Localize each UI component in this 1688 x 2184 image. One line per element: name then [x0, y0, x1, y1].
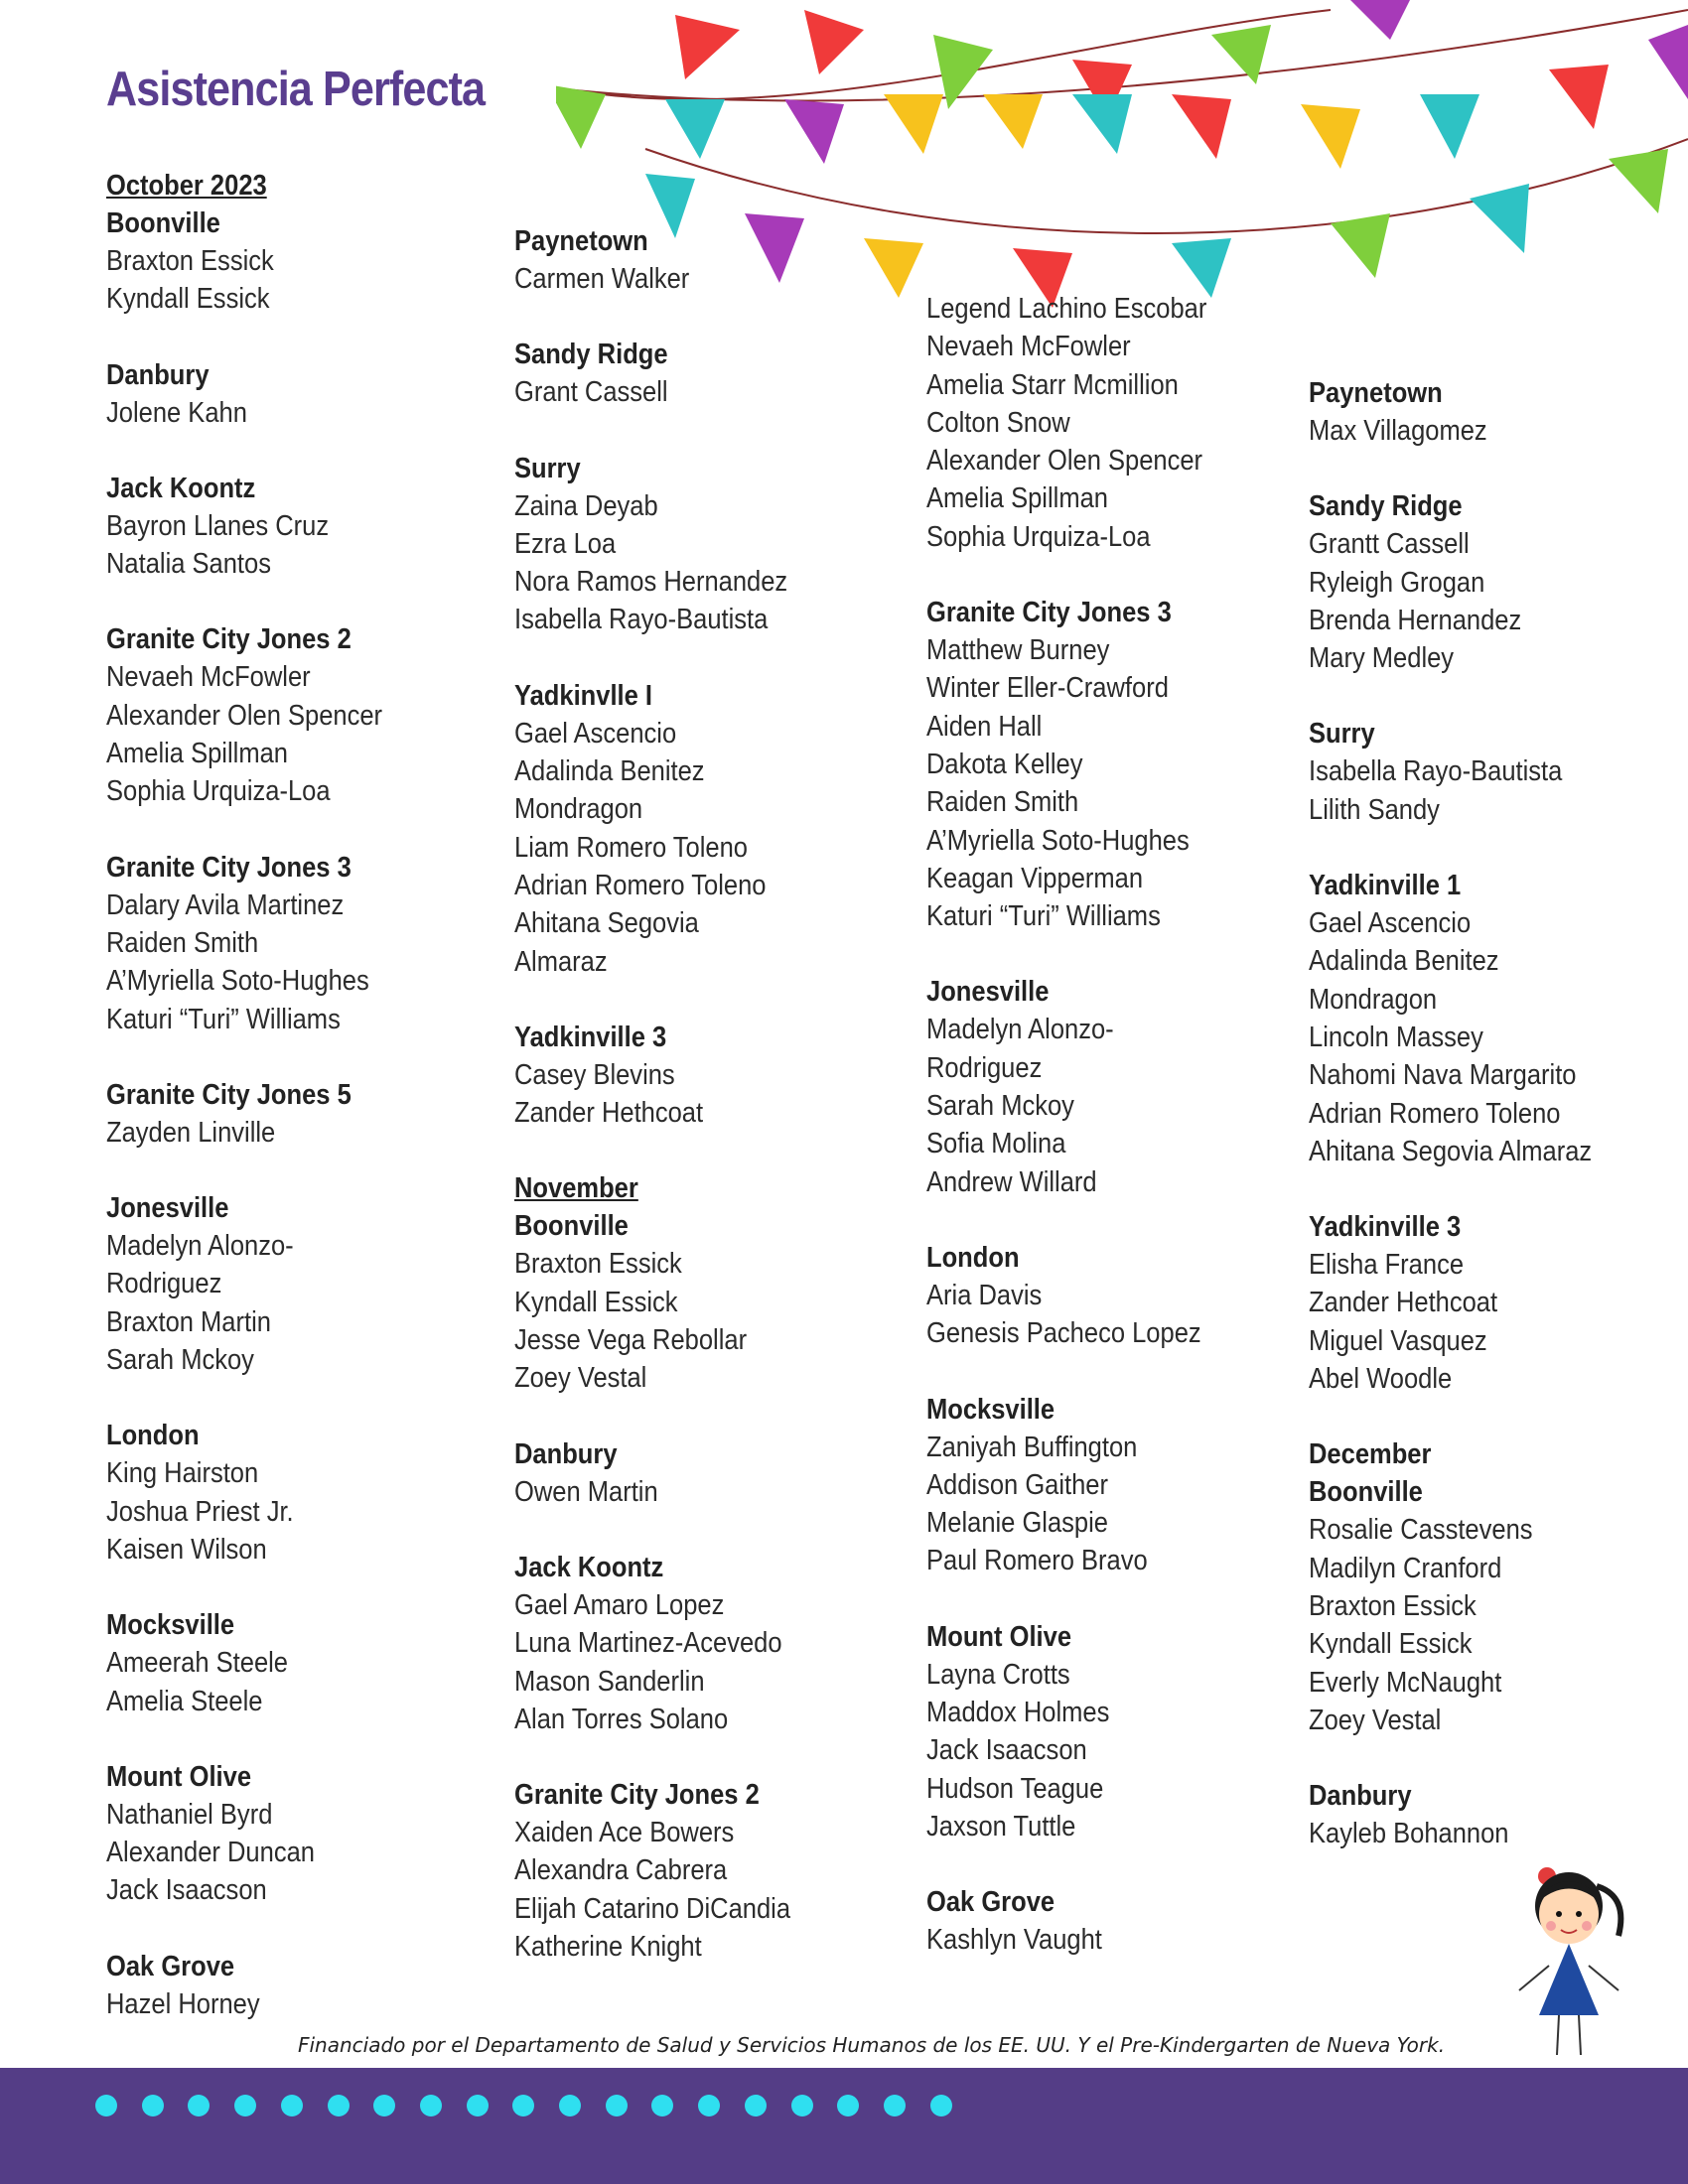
footer-dot [745, 2095, 767, 2116]
student-name: Addison Gaither [926, 1468, 1109, 1501]
student-name: Braxton Essick [1309, 1589, 1477, 1622]
location-group [106, 1417, 420, 1569]
student-name: Hazel Horney [106, 1987, 260, 2020]
student-name: Jack Isaacson [106, 1874, 267, 1907]
student-name: Bayron Llanes Cruz [106, 509, 330, 542]
location-group [514, 336, 828, 411]
location-group [106, 620, 420, 810]
location-heading: Granite City Jones 2 [514, 1779, 760, 1812]
student-name: Nathaniel Byrd [106, 1798, 273, 1831]
location-group [106, 1606, 420, 1720]
location-group [514, 1549, 828, 1738]
student-name: Paul Romero Bravo [926, 1545, 1148, 1577]
location-group [1309, 1208, 1630, 1398]
student-name: Braxton Martin [106, 1305, 271, 1338]
student-name: Everly McNaught [1309, 1666, 1502, 1699]
student-name: Katherine Knight [514, 1931, 702, 1964]
student-name: Ahitana Segovia Almaraz [1309, 1135, 1593, 1167]
location-group [514, 1169, 828, 1397]
student-name: Natalia Santos [106, 548, 271, 581]
footer-dot [467, 2095, 489, 2116]
student-name: Gael Amaro Lopez [514, 1588, 725, 1621]
location-group [106, 470, 420, 584]
location-group [1309, 867, 1630, 1170]
footer-dot [606, 2095, 628, 2116]
month-heading: December [1309, 1438, 1432, 1471]
student-name: Genesis Pacheco Lopez [926, 1317, 1201, 1350]
student-name: Kyndall Essick [514, 1286, 678, 1318]
footer-dot [559, 2095, 581, 2116]
student-name: Matthew Burney [926, 634, 1110, 667]
location-group [106, 1076, 420, 1152]
column-4 [1309, 374, 1630, 1890]
student-name: Andrew Willard [926, 1165, 1097, 1198]
location-group [106, 356, 420, 432]
student-name: Katuri “Turi” Williams [926, 900, 1161, 933]
student-name: Carmen Walker [514, 263, 690, 295]
location-group [106, 1758, 420, 1910]
footer-dot [234, 2095, 256, 2116]
student-name: Colton Snow [926, 406, 1070, 439]
footer-dot [95, 2095, 117, 2116]
student-name: Aiden Hall [926, 710, 1043, 743]
location-group [926, 1239, 1245, 1353]
location-heading: Surry [1309, 718, 1375, 751]
location-group [926, 973, 1245, 1200]
location-heading: Sandy Ridge [514, 339, 668, 371]
location-heading: Yadkinville 3 [1309, 1211, 1462, 1244]
footer-dot [328, 2095, 350, 2116]
student-name: Keagan Vipperman [926, 862, 1144, 894]
location-group [1309, 1777, 1630, 1852]
student-name: Adrian Romero Toleno [514, 869, 767, 901]
location-group [514, 1435, 828, 1511]
location-heading: Paynetown [514, 225, 648, 257]
location-heading: Yadkinville 3 [514, 1021, 667, 1053]
location-heading: Yadkinvlle I [514, 679, 653, 712]
student-name: Sarah Mckoy [106, 1344, 254, 1377]
student-name: Braxton Essick [514, 1248, 682, 1281]
location-heading: Danbury [1309, 1780, 1412, 1813]
student-name: Nahomi Nava Margarito [1309, 1059, 1577, 1092]
student-name: Zander Hethcoat [514, 1097, 704, 1130]
location-group [926, 594, 1245, 935]
location-heading: Mocksville [106, 1609, 235, 1642]
student-name: A’Myriella Soto-Hughes [926, 824, 1190, 857]
student-name: Sofia Molina [926, 1128, 1066, 1160]
student-name: Madelyn Alonzo- [106, 1230, 294, 1263]
student-name: Grant Cassell [514, 376, 668, 409]
student-name: Miguel Vasquez [1309, 1324, 1487, 1357]
student-name: Jack Isaacson [926, 1734, 1087, 1767]
student-name: Alexander Duncan [106, 1837, 315, 1869]
student-name: King Hairston [106, 1457, 259, 1490]
location-heading: Danbury [106, 358, 210, 391]
student-name: Zaniyah Buffington [926, 1431, 1138, 1463]
student-name: Kyndall Essick [106, 283, 270, 316]
student-name: Elijah Catarino DiCandia [514, 1892, 791, 1925]
student-name: Grantt Cassell [1309, 528, 1470, 561]
student-name: Katuri “Turi” Williams [106, 1003, 341, 1035]
student-name: Legend Lachino Escobar [926, 293, 1207, 325]
location-group [1309, 1435, 1630, 1739]
student-name: Mary Medley [1309, 642, 1455, 675]
location-heading: Oak Grove [106, 1950, 235, 1982]
student-name: Adalinda Benitez [1309, 945, 1499, 978]
location-group [514, 222, 828, 298]
student-name: Lincoln Massey [1309, 1021, 1483, 1053]
location-group [514, 1019, 828, 1133]
student-name: Ameerah Steele [106, 1647, 289, 1680]
student-name: Alan Torres Solano [514, 1703, 729, 1735]
student-name: Alexander Olen Spencer [106, 699, 383, 732]
student-name: Elisha France [1309, 1249, 1465, 1282]
month-heading: October 2023 [106, 170, 267, 202]
student-name: Zander Hethcoat [1309, 1287, 1498, 1319]
location-heading: Oak Grove [926, 1886, 1055, 1919]
student-name: Isabella Rayo-Bautista [1309, 755, 1563, 788]
location-heading: Mount Olive [926, 1620, 1072, 1653]
footer-dot [791, 2095, 813, 2116]
student-name: Amelia Spillman [106, 738, 288, 770]
student-name: Jolene Kahn [106, 396, 247, 429]
location-group [926, 1618, 1245, 1845]
student-name: Luna Martinez-Acevedo [514, 1627, 782, 1660]
student-name: Mondragon [1309, 983, 1438, 1016]
location-heading: Surry [514, 452, 581, 484]
column-3 [926, 290, 1245, 1997]
student-name: Ryleigh Grogan [1309, 566, 1485, 599]
student-name: Kashlyn Vaught [926, 1924, 1102, 1957]
student-name: Raiden Smith [106, 926, 259, 959]
footer-dot [420, 2095, 442, 2116]
location-heading: Jack Koontz [514, 1551, 664, 1583]
column-1 [106, 167, 420, 2061]
student-name: Nevaeh McFowler [926, 331, 1131, 363]
student-name: Ezra Loa [514, 527, 617, 560]
location-heading: Mocksville [926, 1393, 1055, 1426]
student-name: Amelia Spillman [926, 482, 1108, 515]
student-name: Winter Eller-Crawford [926, 672, 1169, 705]
student-name: Adrian Romero Toleno [1309, 1097, 1561, 1130]
student-name: Jaxson Tuttle [926, 1810, 1076, 1843]
student-name: Nevaeh McFowler [106, 661, 311, 694]
location-heading: London [106, 1420, 200, 1452]
student-name: Melanie Glaspie [926, 1507, 1108, 1540]
student-name: Rodriguez [926, 1051, 1043, 1084]
location-group [926, 1883, 1245, 1959]
student-name: Sophia Urquiza-Loa [926, 520, 1151, 553]
student-name: Casey Blevins [514, 1058, 675, 1091]
location-group [514, 677, 828, 981]
student-name: Amelia Starr Mcmillion [926, 368, 1179, 401]
footer-dot [142, 2095, 164, 2116]
location-group [1309, 487, 1630, 677]
location-heading: Paynetown [1309, 377, 1443, 409]
footer-funding-note: Financiado por el Departamento de Salud y Servicios Humanos de los EE. UU. Y el Pre-Kindergarten de Nueva York. [298, 2033, 1446, 2057]
student-name: Aria Davis [926, 1279, 1043, 1311]
location-heading: Jack Koontz [106, 472, 256, 504]
student-name: Sophia Urquiza-Loa [106, 775, 331, 808]
student-name: Amelia Steele [106, 1685, 263, 1717]
student-name: Dalary Avila Martinez [106, 888, 345, 921]
student-name: Kaisen Wilson [106, 1533, 267, 1566]
student-name: Adalinda Benitez [514, 755, 705, 788]
footer-dot [698, 2095, 720, 2116]
location-group [514, 450, 828, 639]
footer-dot [281, 2095, 303, 2116]
location-group [106, 167, 420, 319]
student-name: Madelyn Alonzo- [926, 1014, 1114, 1046]
location-heading: Granite City Jones 5 [106, 1078, 352, 1111]
location-group [106, 849, 420, 1038]
location-group [1309, 715, 1630, 829]
student-name: Rodriguez [106, 1268, 222, 1300]
girl-illustration [1489, 1856, 1648, 2065]
student-name: Maddox Holmes [926, 1697, 1110, 1729]
student-name: Zayden Linville [106, 1116, 276, 1149]
student-name: Sarah Mckoy [926, 1090, 1074, 1123]
student-name: Gael Ascencio [514, 717, 677, 750]
student-name: Rosalie Casstevens [1309, 1514, 1533, 1547]
student-name: Owen Martin [514, 1475, 658, 1508]
location-heading: Boonville [514, 1210, 629, 1243]
student-name: Kyndall Essick [1309, 1628, 1473, 1661]
location-heading: Granite City Jones 3 [926, 597, 1172, 629]
student-name: Abel Woodle [1309, 1363, 1453, 1396]
student-name: Brenda Hernandez [1309, 604, 1522, 636]
location-heading: Mount Olive [106, 1760, 252, 1793]
location-heading: Granite City Jones 3 [106, 851, 352, 884]
student-name: Jesse Vega Rebollar [514, 1324, 748, 1357]
student-name: Alexandra Cabrera [514, 1854, 728, 1887]
column-2 [514, 222, 828, 2003]
student-name: Zoey Vestal [514, 1362, 647, 1395]
student-name: Ahitana Segovia [514, 907, 699, 940]
location-heading: Boonville [106, 207, 220, 239]
student-name: Almaraz [514, 945, 608, 978]
month-heading: November [514, 1172, 638, 1205]
student-name: Zaina Deyab [514, 489, 658, 522]
student-name: Lilith Sandy [1309, 793, 1440, 826]
student-name: Dakota Kelley [926, 748, 1083, 780]
student-name: Alexander Olen Spencer [926, 445, 1203, 478]
student-name: A’Myriella Soto-Hughes [106, 965, 369, 998]
footer-dot [930, 2095, 952, 2116]
location-group [1309, 374, 1630, 450]
location-group [514, 1776, 828, 1966]
student-name: Zoey Vestal [1309, 1704, 1442, 1736]
student-name: Xaiden Ace Bowers [514, 1817, 735, 1849]
footer-bar [0, 2068, 1688, 2184]
student-name: Madilyn Cranford [1309, 1552, 1502, 1584]
student-name: Liam Romero Toleno [514, 831, 749, 864]
student-name: Gael Ascencio [1309, 907, 1472, 940]
location-heading: Yadkinville 1 [1309, 870, 1462, 902]
student-name: Nora Ramos Hernandez [514, 566, 788, 599]
student-name: Hudson Teague [926, 1772, 1104, 1805]
student-name: Mason Sanderlin [514, 1665, 705, 1698]
student-name: Mondragon [514, 793, 643, 826]
location-heading: Danbury [514, 1437, 618, 1470]
student-name: Kayleb Bohannon [1309, 1818, 1509, 1850]
student-name: Layna Crotts [926, 1658, 1070, 1691]
student-name: Braxton Essick [106, 245, 274, 277]
location-heading: Boonville [1309, 1476, 1423, 1509]
location-heading: London [926, 1241, 1020, 1274]
page-title: Asistencia Perfecta [106, 63, 486, 116]
student-name: Max Villagomez [1309, 415, 1487, 447]
student-name: Joshua Priest Jr. [106, 1495, 294, 1528]
location-group [106, 1189, 420, 1379]
location-heading: Jonesville [106, 1192, 229, 1225]
location-heading: Sandy Ridge [1309, 490, 1463, 523]
location-group [106, 1948, 420, 2023]
student-name: Raiden Smith [926, 786, 1079, 819]
location-group [926, 290, 1245, 556]
footer-dot [884, 2095, 906, 2116]
location-heading: Granite City Jones 2 [106, 623, 352, 656]
student-name: Isabella Rayo-Bautista [514, 604, 769, 636]
location-heading: Jonesville [926, 976, 1050, 1009]
location-group [926, 1391, 1245, 1580]
